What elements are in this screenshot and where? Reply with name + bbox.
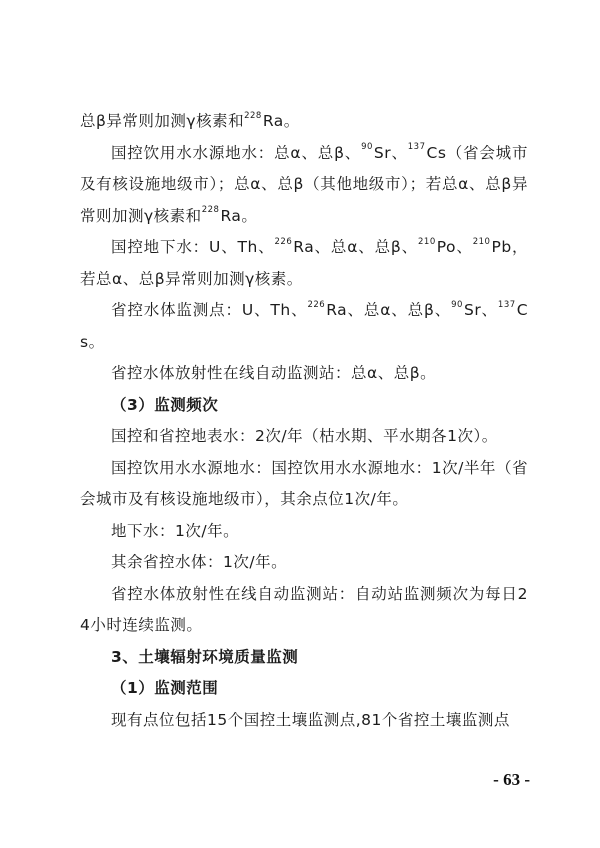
paragraph: [80, 138, 528, 233]
text-run: 国控和省控地表水：2次/年（枯水期、平水期各1次）。: [111, 427, 498, 445]
text-run: （1）监测范围: [111, 679, 219, 697]
text-run: Cs。: [80, 301, 529, 351]
text-run: Ra、总α、总β、: [293, 238, 418, 256]
text-run: 国控地下水：U、Th、: [111, 238, 275, 256]
isotope-mass-number: 90: [361, 142, 373, 153]
isotope-mass-number: 226: [307, 299, 326, 310]
paragraph: [80, 232, 528, 295]
isotope-mass-number: 228: [244, 110, 262, 121]
text-run: （3）监测频次: [111, 395, 219, 414]
isotope-mass-number: 137: [497, 299, 516, 310]
text-run: Sr、: [463, 301, 498, 319]
paragraph: [80, 295, 528, 358]
subheading: [80, 390, 528, 422]
text-run: 地下水：1次/年。: [111, 521, 240, 540]
text-run: Ra、总α、总β、: [326, 301, 452, 319]
paragraph: [80, 705, 528, 737]
subheading: [80, 673, 528, 705]
text-run: 国控饮用水水源地水：国控饮用水水源地水：1次/半年（省会城市及有核设施地级市），其余点位1次/年。: [80, 458, 528, 508]
text-run: Cs（省会城市及有核设施地级市）；总α、总β（其他地级市）；若总α、总β异常则加测γ核素和: [80, 143, 528, 225]
text-run: 3、土壤辐射环境质量监测: [111, 647, 299, 666]
text-run: 省控水体监测点：U、Th、: [111, 301, 308, 319]
text-run: Ra。: [262, 112, 300, 130]
isotope-mass-number: 226: [274, 236, 293, 247]
text-run: 其余省控水体：1次/年。: [111, 553, 288, 571]
text-run: Po、: [436, 238, 473, 256]
text-run: 省控水体放射性在线自动监测站：总α、总β。: [111, 364, 437, 382]
paragraph: [80, 106, 528, 138]
isotope-mass-number: 90: [451, 299, 463, 310]
paragraph: [80, 579, 528, 642]
paragraph: [80, 547, 528, 579]
isotope-mass-number: 210: [472, 236, 491, 247]
text-run: 总β异常则加测γ核素和: [80, 112, 245, 130]
paragraph: [80, 421, 528, 453]
paragraph: [80, 516, 528, 548]
text-run: 省控水体放射性在线自动监测站：自动站监测频次为每日24小时连续监测。: [80, 584, 528, 634]
section-heading: [80, 642, 528, 674]
isotope-mass-number: 137: [407, 142, 426, 153]
page-body: [80, 106, 528, 736]
text-run: Ra。: [220, 206, 258, 225]
page-number: - 63 -: [493, 770, 530, 789]
paragraph: [80, 358, 528, 390]
paragraph: [80, 453, 528, 516]
isotope-mass-number: 228: [201, 205, 220, 216]
text-run: 国控饮用水水源地水：总α、总β、: [111, 143, 362, 162]
isotope-mass-number: 210: [418, 236, 436, 247]
text-run: Sr、: [373, 143, 408, 162]
text-run: Pb，若总α、总β异常则加测γ核素。: [80, 238, 529, 288]
text-run: 现有点位包括15个国控土壤监测点,81个省控土壤监测点: [111, 710, 510, 729]
